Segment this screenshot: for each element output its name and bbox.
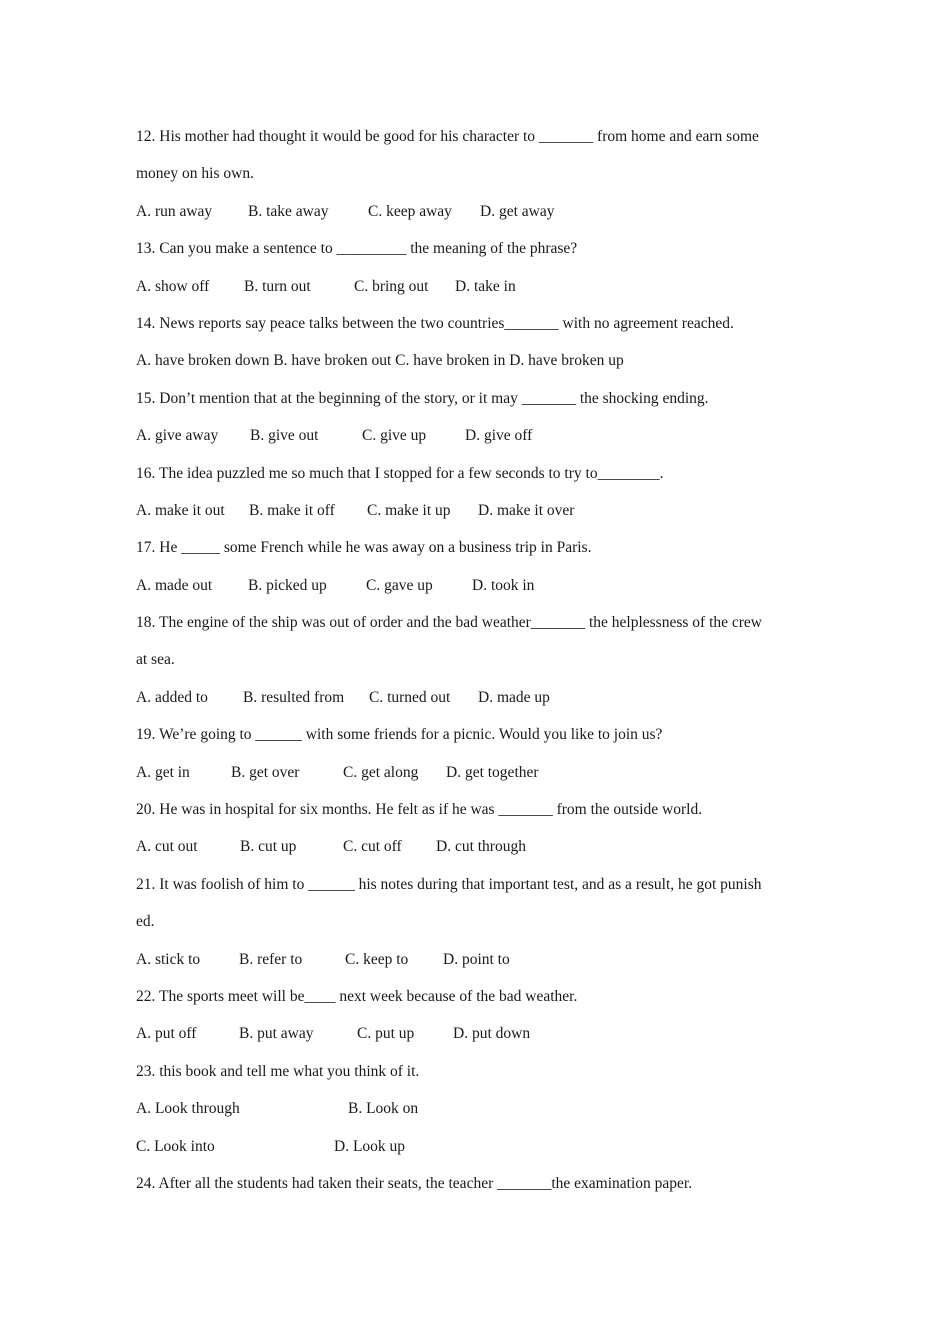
option-c: C. keep to <box>345 950 409 968</box>
question-23-options-row-1 <box>136 1090 826 1127</box>
question-18-stem-line-1: 18. The engine of the ship was out of order and the bad weather_______ the helplessness of the crew <box>136 614 762 632</box>
option-a: A. make it out <box>136 501 225 519</box>
option-c: C. bring out <box>354 277 429 295</box>
question-24-stem: 24. After all the students had taken their seats, the teacher _______the examination paper. <box>136 1174 693 1192</box>
question-21-options <box>136 941 826 978</box>
option-b: B. put away <box>239 1025 314 1043</box>
option-c: C. Look into <box>136 1137 215 1155</box>
option-b: B. picked up <box>248 576 327 594</box>
question-20-options <box>136 828 826 865</box>
question-18-options <box>136 679 826 716</box>
option-d: D. Look up <box>334 1137 406 1155</box>
option-b: B. take away <box>248 202 329 220</box>
question-sheet <box>136 118 826 1202</box>
option-c: C. gave up <box>366 576 433 594</box>
option-c: C. cut off <box>343 838 402 856</box>
option-b: B. get over <box>231 763 300 781</box>
option-a: A. made out <box>136 576 213 594</box>
option-a: A. stick to <box>136 950 201 968</box>
option-d: D. take in <box>455 277 516 295</box>
question-17-options <box>136 567 826 604</box>
option-a: A. added to <box>136 688 208 706</box>
question-20-stem: 20. He was in hospital for six months. He felt as if he was _______ from the outside world. <box>136 801 703 819</box>
question-18-stem-line-2: at sea. <box>136 651 175 669</box>
option-a: A. get in <box>136 763 190 781</box>
question-15-options <box>136 417 826 454</box>
option-b: B. Look on <box>348 1100 419 1118</box>
option-c: C. keep away <box>368 202 452 220</box>
option-c: C. put up <box>357 1025 415 1043</box>
option-c: C. give up <box>362 427 427 445</box>
question-14-stem: 14. News reports say peace talks between the two countries_______ with no agreement reached. <box>136 314 734 332</box>
question-23-options-row-2 <box>136 1128 826 1165</box>
option-d: D. point to <box>443 950 510 968</box>
question-22-stem: 22. The sports meet will be____ next week because of the bad weather. <box>136 987 578 1005</box>
question-22-options <box>136 1015 826 1052</box>
option-b: B. turn out <box>244 277 311 295</box>
option-a: A. Look through <box>136 1100 240 1118</box>
option-b: B. make it off <box>249 501 335 519</box>
option-c: C. get along <box>343 763 419 781</box>
option-d: D. make it over <box>478 501 575 519</box>
option-c: C. make it up <box>367 501 451 519</box>
question-21-stem-line-1: 21. It was foolish of him to ______ his notes during that important test, and as a result, he got punish <box>136 875 762 893</box>
question-16-stem: 16. The idea puzzled me so much that I stopped for a few seconds to try to________. <box>136 464 664 482</box>
question-21-stem-line-2: ed. <box>136 913 155 931</box>
question-16-options <box>136 492 826 529</box>
question-12-stem-line-2: money on his own. <box>136 165 254 183</box>
option-d: D. made up <box>478 688 550 706</box>
option-b: B. cut up <box>240 838 297 856</box>
question-13-stem: 13. Can you make a sentence to _________ the meaning of the phrase? <box>136 240 578 258</box>
option-d: D. get away <box>480 202 555 220</box>
question-17-stem: 17. He _____ some French while he was away on a business trip in Paris. <box>136 539 592 557</box>
option-d: D. get together <box>446 763 539 781</box>
option-a: A. run away <box>136 202 213 220</box>
question-15-stem: 15. Don’t mention that at the beginning of the story, or it may _______ the shocking ending. <box>136 389 709 407</box>
question-19-options <box>136 754 826 791</box>
question-19-stem: 19. We’re going to ______ with some friends for a picnic. Would you like to join us? <box>136 726 663 744</box>
question-12-stem-line-1: 12. His mother had thought it would be good for his character to _______ from home and earn some <box>136 128 759 145</box>
option-a: A. show off <box>136 277 210 295</box>
question-14-options: A. have broken down B. have broken out C. have broken in D. have broken up <box>136 352 624 370</box>
option-d: D. put down <box>453 1025 531 1043</box>
option-a: A. give away <box>136 427 219 445</box>
option-d: D. give off <box>465 427 533 445</box>
option-a: A. put off <box>136 1025 197 1043</box>
question-13-options <box>136 268 826 305</box>
option-b: B. resulted from <box>243 688 345 706</box>
option-c: C. turned out <box>369 688 451 706</box>
option-a: A. cut out <box>136 838 198 856</box>
question-12-options <box>136 193 826 230</box>
question-23-stem: 23. this book and tell me what you think of it. <box>136 1062 420 1080</box>
option-b: B. refer to <box>239 950 303 968</box>
option-d: D. cut through <box>436 838 526 856</box>
option-d: D. took in <box>472 576 535 594</box>
option-b: B. give out <box>250 427 319 445</box>
